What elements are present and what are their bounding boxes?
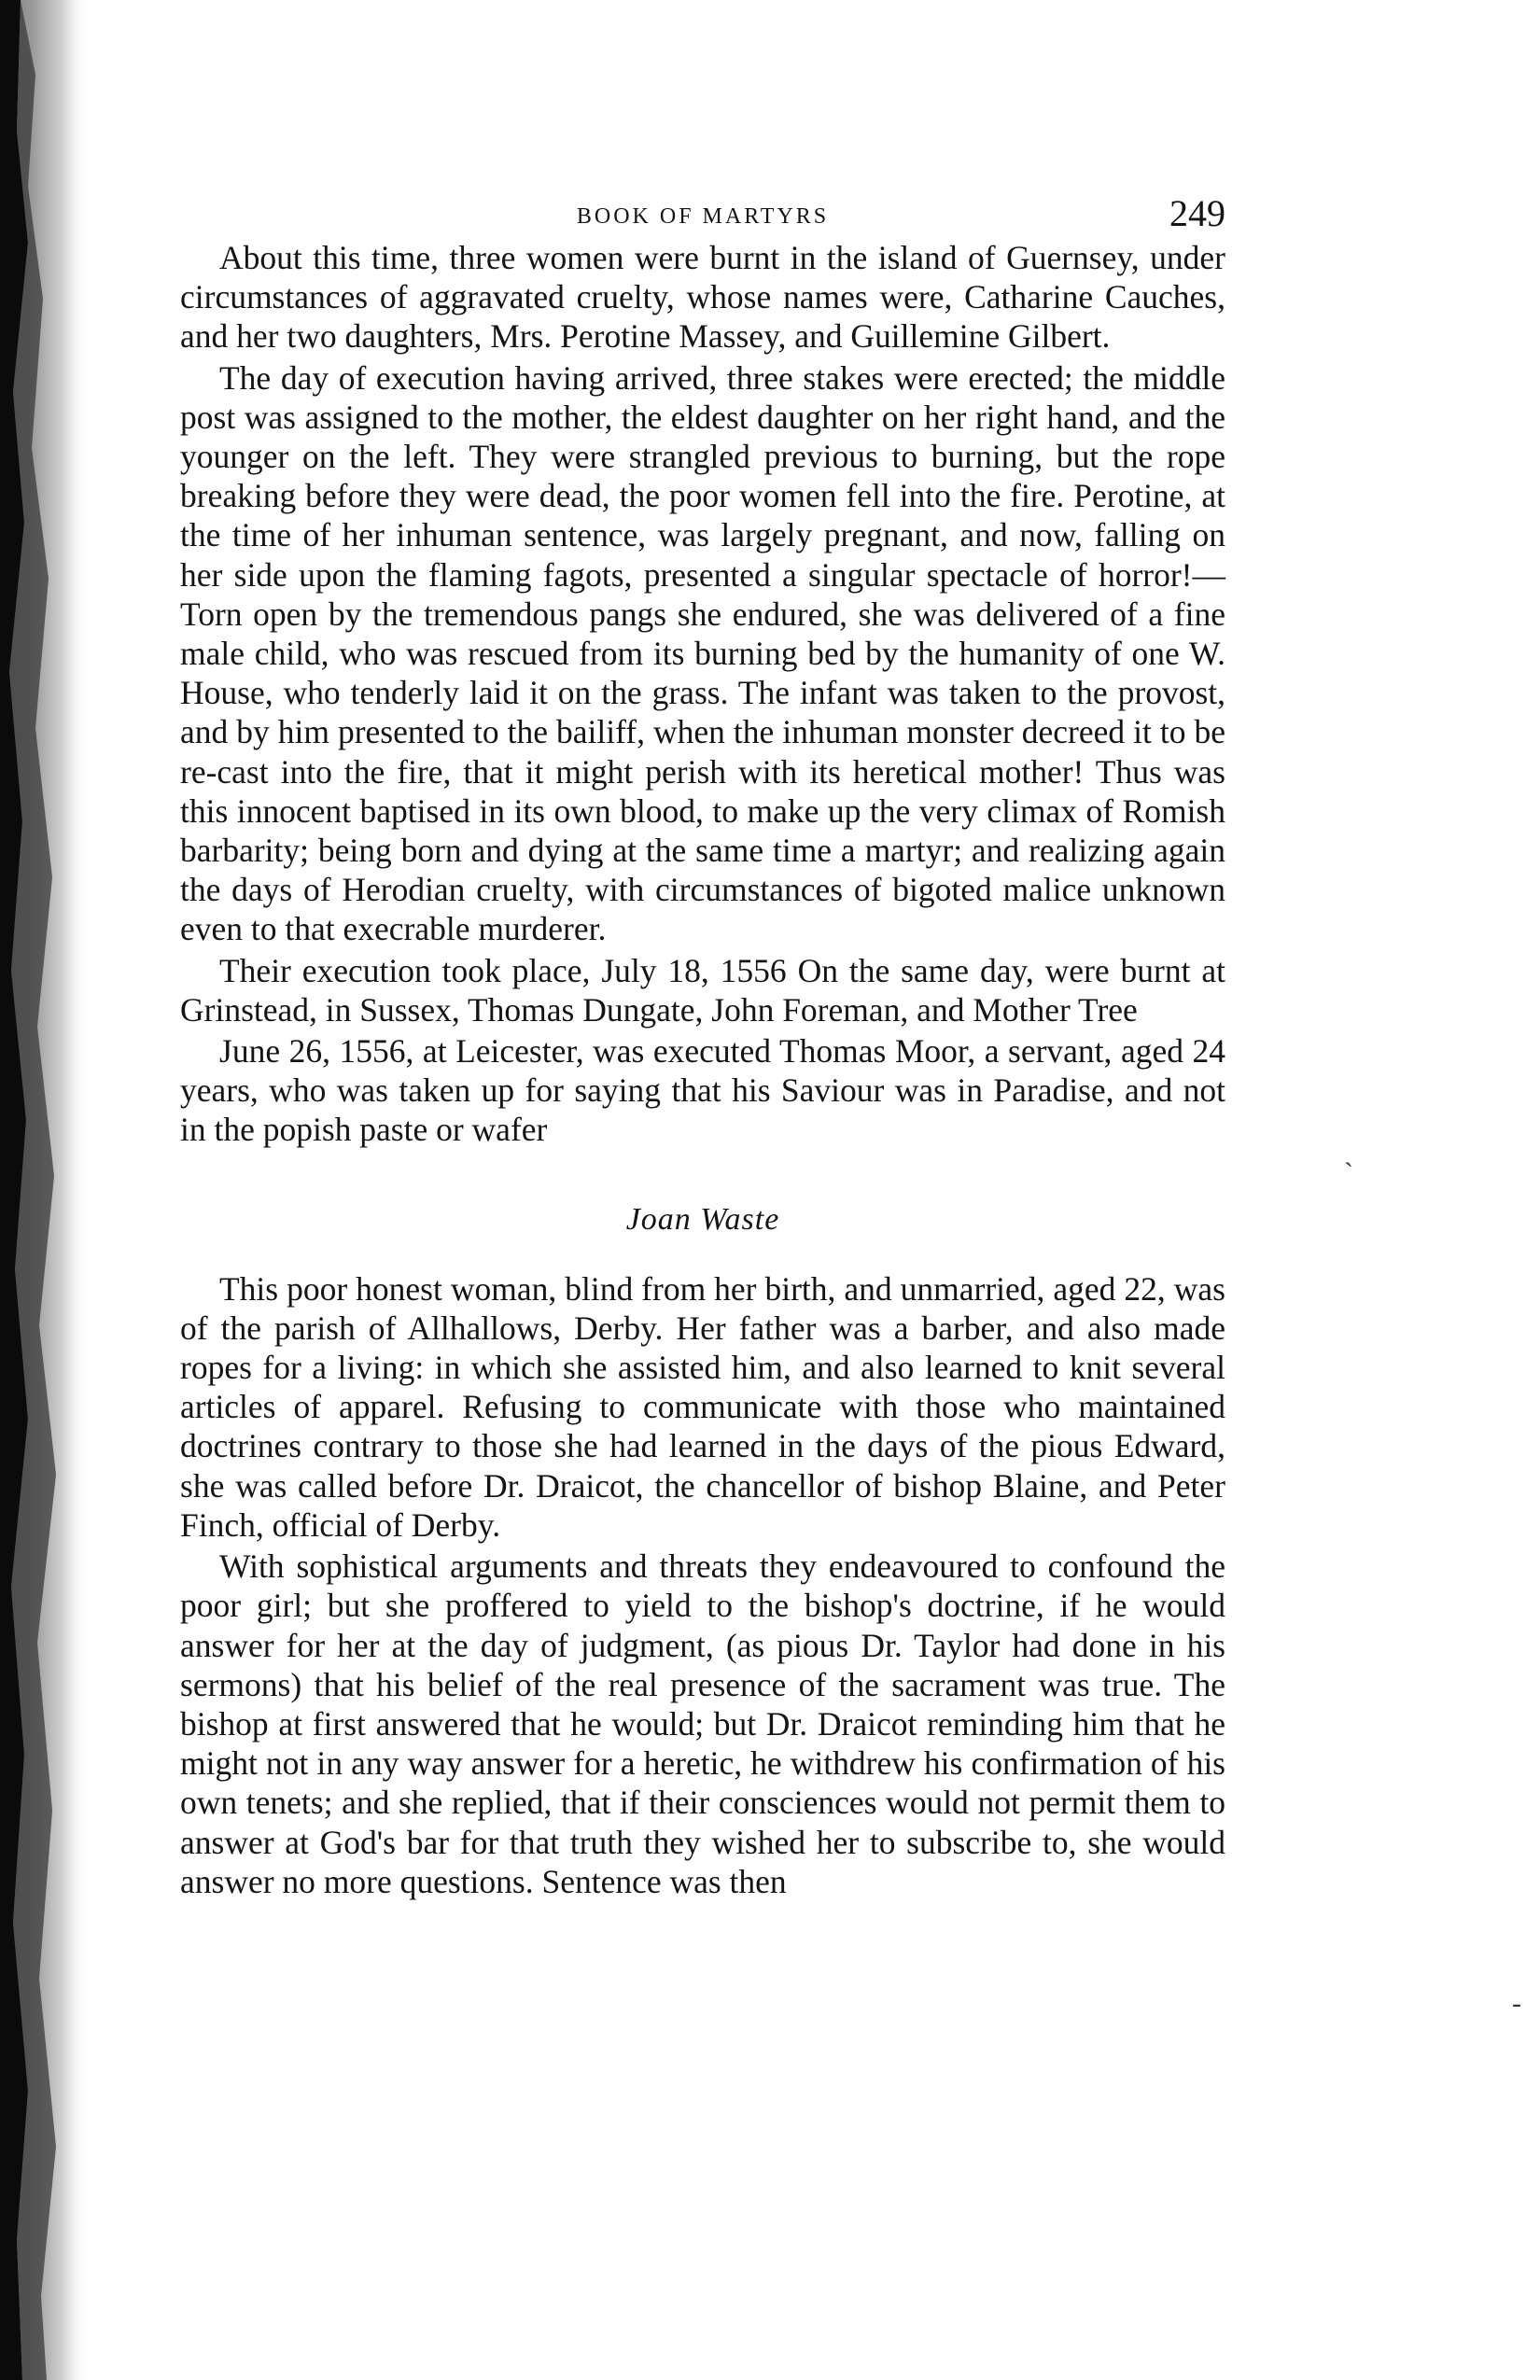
paragraph-thomas-moor: June 26, 1556, at Leicester, was executed Thomas Moor, a servant, aged 24 years, who was taken up for saying that his Saviour was in Paradise, and not in the popish paste or wafer [180, 1032, 1225, 1149]
page-number: 249 [1169, 192, 1225, 234]
book-spine-edge [0, 0, 89, 2380]
paragraph-execution: The day of execution having arrived, three stakes were erected; the middle post was assigned to the mother, the eldest daughter on her right hand, and the younger on the left. They were strangled previous to burning, but the rope breaking before they were dead, the poor women fell into the fire. Perotine, at the time of her inhuman sentence, was largely pregnant, and now, falling on her side upon the flaming fagots, presented a singular spectacle of horror!—Torn open by the tremendous pangs she endured, she was delivered of a fine male child, who was rescued from its burning bed by the humanity of one W. House, who tenderly laid it on the grass. The infant was taken to the provost, and by him presented to the bailiff, when the inhuman monster decreed it to be re-cast into the fire, that it might perish with its heretical mother! Thus was this innocent baptised in its own blood, to make up the very climax of Romish barbarity; being born and dying at the same time a martyr; and realizing again the days of Herodian cruelty, with circumstances of bigoted malice unknown even to that execrable murderer. [180, 358, 1225, 948]
running-head [180, 191, 1225, 238]
paragraph-joan-waste-intro: This poor honest woman, blind from her birth, and unmarried, aged 22, was of the parish of Allhallows, Derby. Her father was a barber, and also made ropes for a living: in which she assisted him, and also learned to knit several articles of apparel. Refusing to communicate with those who maintained doctrines contrary to those she had learned in the days of the pious Edward, she was called before Dr. Draicot, the chancellor of bishop Blaine, and Peter Finch, official of Derby. [180, 1269, 1225, 1544]
paragraph-guernsey-intro: About this time, three women were burnt in the island of Guernsey, under circumstances of aggravated cruelty, whose names were, Catharine Cauches, and her two daughters, Mrs. Perotine Massey, and Guillemine Gilbert. [180, 239, 1225, 356]
section-heading-joan-waste: Joan Waste [625, 1201, 780, 1237]
spine-shadow-graphic [0, 0, 89, 2380]
margin-mark: - [1512, 1988, 1521, 2019]
paragraph-grinstead: Their execution took place, July 18, 1556 On the same day, were burnt at Grinstead, in Sussex, Thomas Dungate, John Foreman, and Mother Tree [180, 951, 1225, 1029]
margin-mark: ` [1344, 1157, 1353, 1188]
running-title: BOOK OF MARTYRS [576, 204, 830, 229]
paragraph-joan-waste-trial: With sophistical arguments and threats they endeavoured to confound the poor girl; but she proffered to yield to the bishop's doctrine, if he would answer for her at the day of judgment, (as pious Dr. Taylor had done in his sermons) that his belief of the real presence of the sacrament was true. The bishop at first answered that he would; but Dr. Draicot reminding him that he might not in any way answer for a heretic, he withdrew his confirmation of his own tenets; and she replied, that if their consciences would not permit them to answer at God's bar for that truth they wished her to subscribe to, she would answer no more questions. Sentence was then [180, 1547, 1225, 1900]
book-page [180, 191, 1225, 1901]
